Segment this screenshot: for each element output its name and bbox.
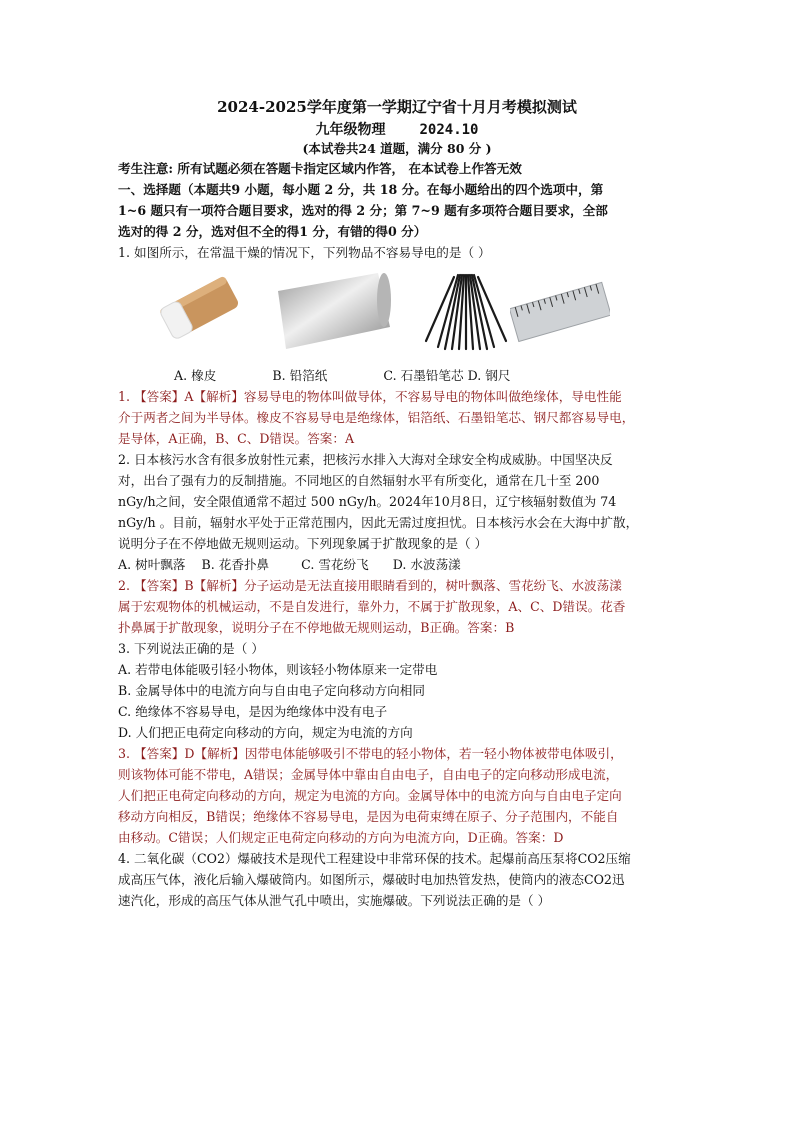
exam-title: 2024-2025学年度第一学期辽宁省十月月考模拟测试 [217, 98, 577, 116]
q4-stem-line2: 成高压气体，液化后输入爆破筒内。如图所示，爆破时电加热管发热，使筒内的液态CO2迅 [118, 872, 625, 887]
steel-ruler-image [510, 269, 610, 353]
q1-stem: 1. 如图所示，在常温干燥的情况下，下列物品不容易导电的是（ ） [118, 245, 491, 260]
q1-options: A. 橡皮 B. 铅箔纸 C. 石墨铅笔芯 D. 钢尺 [174, 368, 511, 383]
q3-answer-line5: 由移动。C错误；人们规定正电荷定向移动的方向为电流方向，D正确。答案：D [118, 830, 564, 845]
graphite-leads-image [418, 269, 514, 353]
q3-answer-line3: 人们把正电荷定向移动的方向，规定为电流的方向。金属导体中的电流方向与自由电子定向 [118, 788, 622, 803]
q3-answer-line4: 移动方向相反，B错误；绝缘体不容易导电，是因为电荷束缚在原子、分子范围内，不能自 [118, 809, 619, 824]
q1-images [118, 269, 684, 361]
exam-content [118, 158, 684, 911]
q3-option-a: A. 若带电体能吸引轻小物体，则该轻小物体原来一定带电 [118, 662, 438, 677]
q4-stem-line3: 速汽化，形成的高压气体从泄气孔中喷出，实施爆破。下列说法正确的是（ ） [118, 893, 551, 908]
section1-line3: 选对的得 2 分，选对但不全的得1 分，有错的得0 分） [118, 224, 427, 239]
q3-answer-line1: 3. 【答案】D【解析】因带电体能够吸引不带电的轻小物体，若一轻小物体被带电体吸引， [118, 746, 623, 761]
q2-stem-line2: 对，出台了强有力的反制措施。不同地区的自然辐射水平有所变化，通常在几十至 200 [118, 473, 600, 488]
q2-options: A. 树叶飘落 B. 花香扑鼻 C. 雪花纷飞 D. 水波荡漾 [118, 557, 461, 572]
q2-stem-line5: 说明分子在不停地做无规则运动。下列现象属于扩散现象的是（ ） [118, 536, 488, 551]
q2-stem-line3: nGy/h之间，安全限值通常不超过 500 nGy/h。2024年10月8日，辽宁核辐射数值为 74 [118, 494, 617, 509]
subject: 九年级物理 [315, 122, 386, 138]
q2-stem-line4: nGy/h 。目前，辐射水平处于正常范围内，因此无需过度担忧。日本核污水会在大海中扩散， [118, 515, 639, 530]
section1-line2: 1~6 题只有一项符合题目要求，选对的得 2 分；第 7~9 题有多项符合题目要求，全部 [118, 203, 608, 218]
q3-stem: 3. 下列说法正确的是（ ） [118, 641, 264, 656]
q2-stem-line1: 2. 日本核污水含有很多放射性元素，把核污水排入大海对全球安全构成威胁。中国坚决反 [118, 452, 613, 467]
q3-option-d: D. 人们把正电荷定向移动的方向，规定为电流的方向 [118, 725, 413, 740]
foil-image [274, 269, 394, 353]
q1-answer-line2: 介于两者之间为半导体。橡皮不容易导电是绝缘体，铝箔纸、石墨铅笔芯、钢尺都容易导电， [118, 410, 635, 425]
q2-answer-line3: 扑鼻属于扩散现象，说明分子在不停地做无规则运动，B正确。答案：B [118, 620, 515, 635]
notice: 考生注意: 所有试题必须在答题卡指定区域内作答， 在本试卷上作答无效 [118, 161, 522, 176]
exam-subject-line [0, 119, 794, 139]
q3-option-b: B. 金属导体中的电流方向与自由电子定向移动方向相同 [118, 683, 425, 698]
exam-note: (本试卷共24 道题，满分 80 分 ) [302, 141, 492, 156]
q1-answer-line1: 1. 【答案】A【解析】容易导电的物体叫做导体，不容易导电的物体叫做绝缘体，导电性能 [118, 389, 622, 404]
q4-stem-line1: 4. 二氧化碳（CO2）爆破技术是现代工程建设中非常环保的技术。起爆前高压泵将CO2压缩 [118, 851, 631, 866]
eraser-image [150, 269, 250, 353]
q3-answer-line2: 则该物体可能不带电，A错误；金属导体中靠由自由电子，自由电子的定向移动形成电流， [118, 767, 619, 782]
exam-date: 2024.10 [419, 122, 479, 138]
q2-answer-line1: 2. 【答案】B【解析】分子运动是无法直接用眼睛看到的，树叶飘落、雪花纷飞、水波荡漾 [118, 578, 622, 593]
q2-answer-line2: 属于宏观物体的机械运动，不是自发进行，靠外力，不属于扩散现象，A、C、D错误。花香 [118, 599, 626, 614]
section1-line1: 一、选择题（本题共9 小题，每小题 2 分，共 18 分。在每小题给出的四个选项中，第 [118, 182, 604, 197]
q1-answer-line3: 是导体，A正确，B、C、D错误。答案：A [118, 431, 355, 446]
q3-option-c: C. 绝缘体不容易导电，是因为绝缘体中没有电子 [118, 704, 388, 719]
